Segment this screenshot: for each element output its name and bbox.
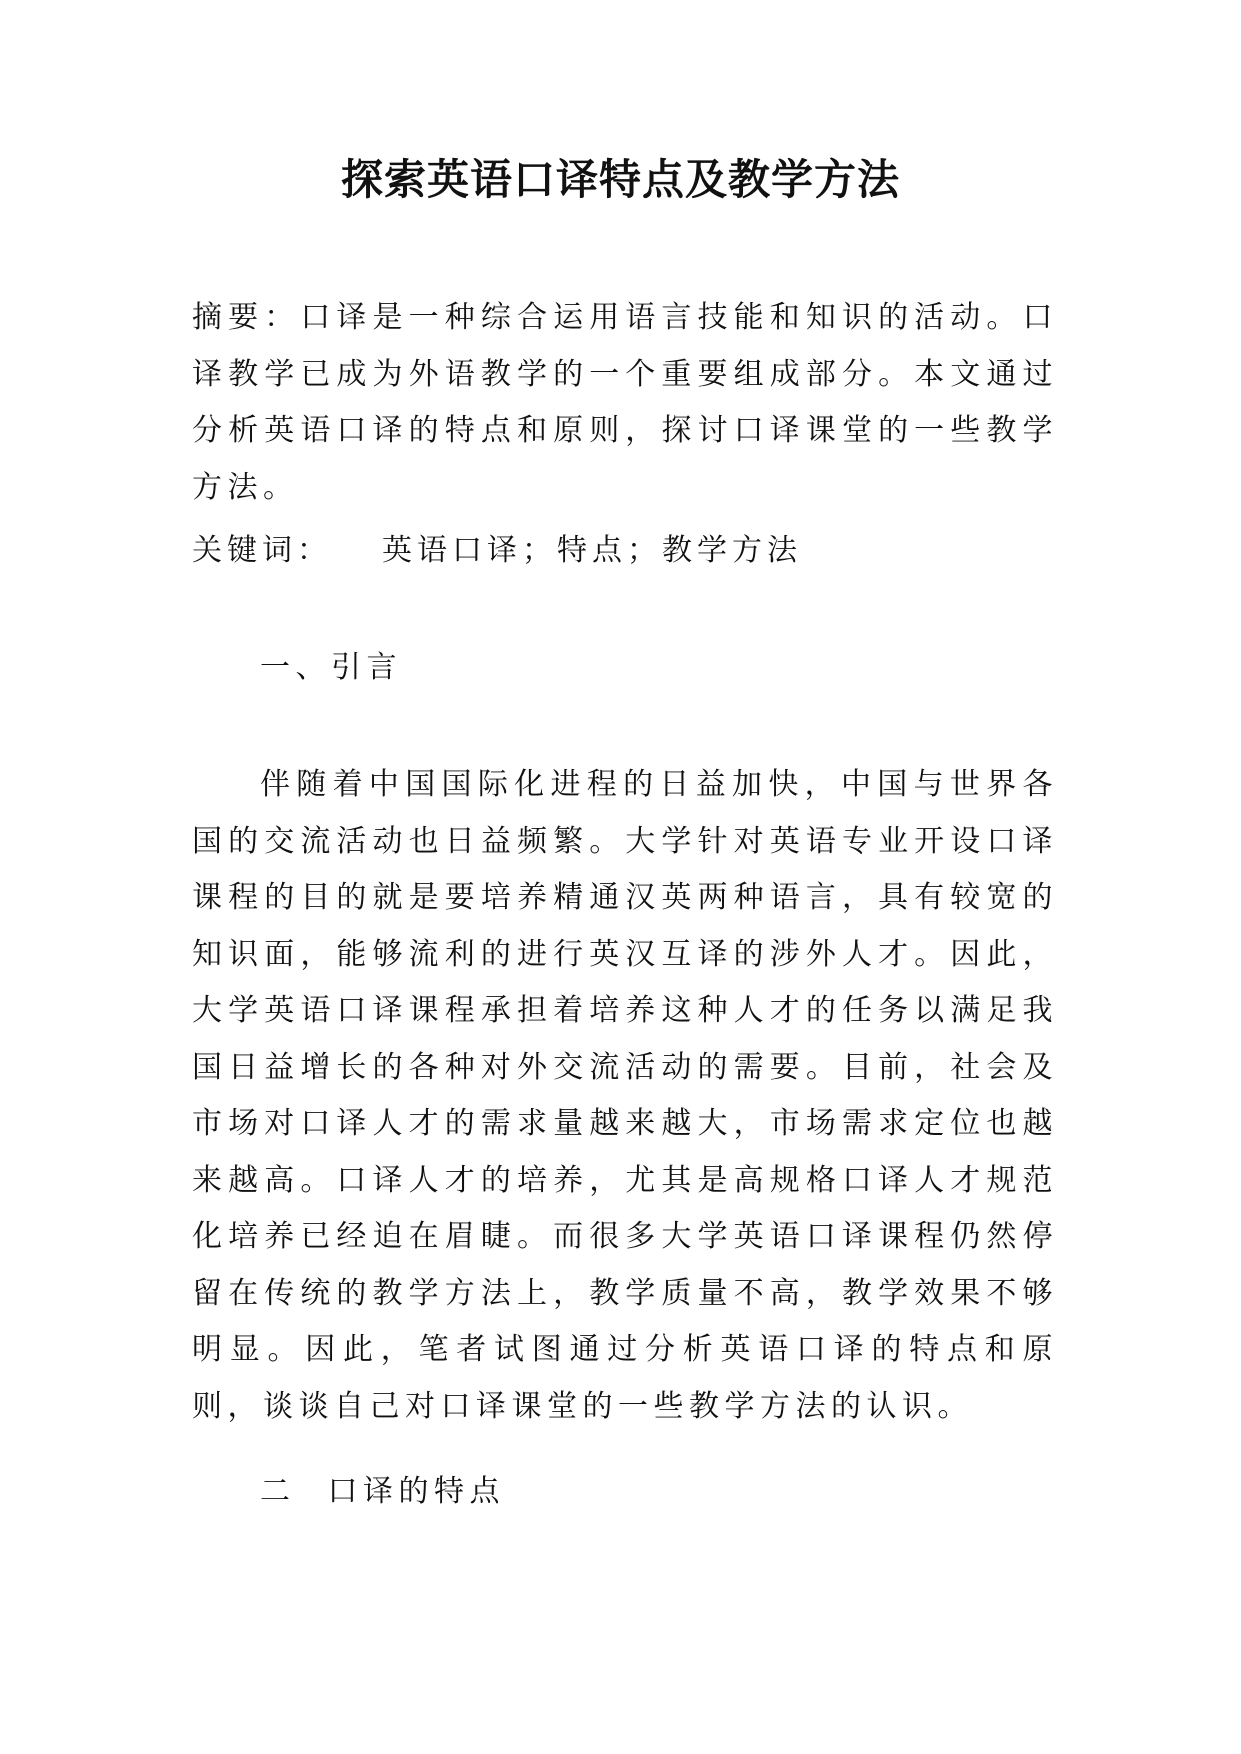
- section-1-body: 伴随着中国国际化进程的日益加快，中国与世界各国的交流活动也日益频繁。大学针对英语专业开设口译课程的目的就是要培养精通汉英两种语言，具有较宽的知识面，能够流利的进行英汉互译的涉外人才。因此，大学英语口译课程承担着培养这种人才的任务以满足我国日益增长的各种对外交流活动的需要。目前，社会及市场对口译人才的需求量越来越大，市场需求定位也越来越高。口译人才的培养，尤其是高规格口译人才规范化培养已经迫在眉睫。而很多大学英语口译课程仍然停留在传统的教学方法上，教学质量不高，教学效果不够明显。因此，笔者试图通过分析英语口译的特点和原则，谈谈自己对口译课堂的一些教学方法的认识。: [192, 767, 1058, 1424]
- abstract-paragraph: 摘要：口译是一种综合运用语言技能和知识的活动。口译教学已成为外语教学的一个重要组成部分。本文通过分析英语口译的特点和原则，探讨口译课堂的一些教学方法。: [192, 300, 1058, 505]
- keywords-value: 英语口译；特点；教学方法: [382, 533, 802, 568]
- keywords-label: 关键词：: [192, 533, 332, 568]
- section-2-title: 口译的特点: [327, 1474, 505, 1509]
- keywords-line: [192, 523, 1058, 580]
- document-title: 探索英语口译特点及教学方法: [340, 155, 900, 204]
- section-2-number: 二: [260, 1474, 296, 1509]
- section-1-heading: 一、引言: [260, 650, 402, 685]
- section-2-heading: [260, 1464, 1058, 1521]
